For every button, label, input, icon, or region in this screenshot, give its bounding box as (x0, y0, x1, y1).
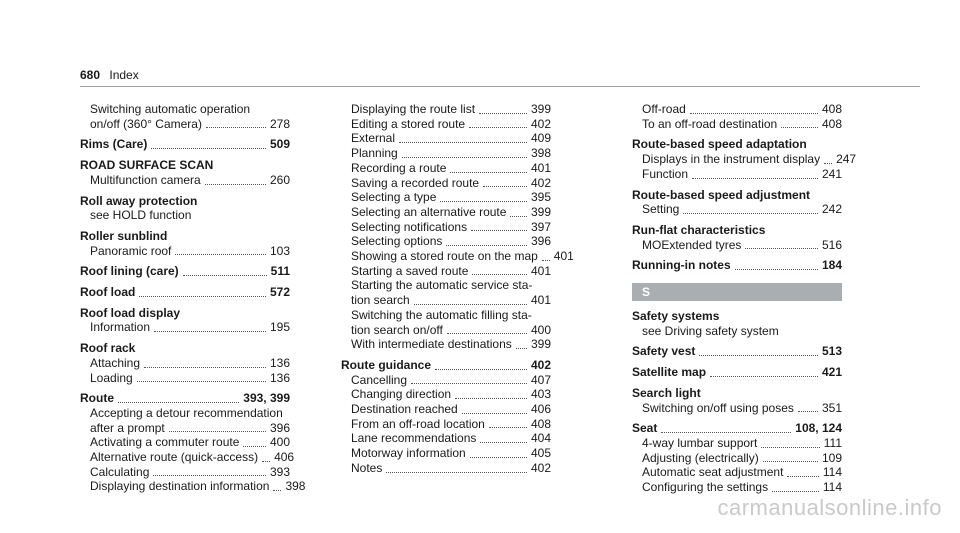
entry-text: Setting (642, 202, 680, 217)
index-entry (80, 173, 290, 188)
entry-text: Adjusting (electrically) (642, 450, 759, 465)
page-reference[interactable]: 513 (821, 344, 842, 359)
page-reference[interactable]: 509 (269, 137, 290, 152)
entry-text: Showing a stored route on the map (351, 249, 538, 264)
dot-leader (447, 333, 527, 334)
header-divider (80, 86, 920, 87)
dot-leader (516, 348, 527, 349)
dot-leader (435, 369, 527, 370)
page-reference[interactable]: 397 (530, 219, 551, 234)
index-entry-heading (80, 229, 290, 244)
index-column-3-bottom (632, 309, 842, 495)
page-reference[interactable]: 421 (821, 365, 842, 380)
page-reference[interactable]: 407 (530, 372, 551, 387)
dot-leader (683, 213, 818, 214)
index-entry-heading (341, 358, 551, 373)
index-entry (80, 117, 290, 132)
entry-text: Loading (90, 370, 133, 385)
index-entry-heading (632, 309, 842, 324)
page-reference[interactable]: 396 (269, 420, 290, 435)
index-entry (341, 220, 551, 235)
entry-text: External (351, 131, 396, 146)
entry-text: Cancelling (351, 372, 408, 387)
page-reference[interactable]: 109 (821, 450, 842, 465)
entry-text: Run-flat characteristics (632, 222, 766, 237)
index-entry (632, 324, 842, 339)
entry-text: Safety vest (632, 344, 696, 359)
index-entry-heading (80, 158, 290, 173)
dot-leader (175, 254, 266, 255)
dot-leader (542, 260, 550, 261)
dot-leader (183, 275, 267, 276)
dot-leader (137, 381, 266, 382)
page-reference[interactable]: 399 (530, 102, 551, 116)
index-entry-heading (632, 258, 842, 273)
dot-leader (469, 127, 527, 128)
entry-text: after a prompt (90, 420, 165, 435)
page-reference[interactable]: 516 (821, 237, 842, 252)
page-reference[interactable]: 402 (530, 357, 551, 372)
index-entry (80, 406, 290, 421)
index-entry (632, 436, 842, 451)
entry-text: MOExtended tyres (642, 237, 742, 252)
dot-leader (206, 127, 266, 128)
dot-leader (483, 186, 527, 187)
entry-text: Alternative route (quick-access) (90, 450, 259, 465)
page-reference[interactable]: 395 (530, 190, 551, 205)
index-entry (632, 451, 842, 466)
entry-text: Route (80, 391, 114, 406)
dot-leader (661, 432, 791, 433)
dot-leader (399, 142, 527, 143)
page-reference[interactable]: 398 (285, 479, 306, 494)
entry-text: Roof load (80, 285, 136, 300)
page-reference[interactable]: 408 (530, 416, 551, 431)
index-entry (341, 205, 551, 220)
index-entry (341, 308, 551, 323)
page-reference[interactable]: 402 (530, 175, 551, 190)
page-reference[interactable]: 111 (823, 435, 842, 450)
index-entry-heading (80, 391, 290, 406)
page-reference[interactable]: 408 (821, 102, 842, 116)
page-reference[interactable]: 406 (530, 402, 551, 417)
page-reference[interactable]: 401 (553, 249, 574, 264)
dot-leader (151, 148, 266, 149)
index-entry (341, 117, 551, 132)
index-entry-heading (80, 341, 290, 356)
index-entry-heading (80, 264, 290, 279)
entry-text: Notes (351, 460, 383, 475)
dot-leader (690, 113, 818, 114)
index-entry (80, 356, 290, 371)
dot-leader (471, 230, 527, 231)
index-entry (80, 465, 290, 480)
dot-leader (735, 269, 818, 270)
index-entry-heading (632, 137, 842, 152)
entry-text: Running-in notes (632, 258, 731, 273)
entry-text: Editing a stored route (351, 116, 466, 131)
page-reference[interactable]: 572 (269, 285, 290, 300)
dot-leader (154, 331, 266, 332)
index-entry (341, 446, 551, 461)
entry-text: Roof load display (80, 305, 181, 320)
dot-leader (489, 427, 527, 428)
dot-leader (745, 248, 818, 249)
index-entry (80, 421, 290, 436)
dot-leader (205, 184, 266, 185)
entry-text: Starting the automatic service sta- (351, 278, 533, 293)
index-entry-heading (632, 421, 842, 436)
index-entry (341, 190, 551, 205)
entry-text: Switching the automatic filling sta- (351, 307, 532, 322)
page-reference[interactable]: 351 (821, 400, 842, 415)
dot-leader (273, 490, 281, 491)
entry-text: Route guidance (341, 357, 432, 372)
entry-text: Selecting options (351, 234, 443, 249)
entry-text: Satellite map (632, 365, 707, 380)
entry-text: From an off-road location (351, 416, 485, 431)
index-entry (341, 146, 551, 161)
entry-text: Saving a recorded route (351, 175, 480, 190)
page-reference[interactable]: 402 (530, 116, 551, 131)
page-reference[interactable]: 404 (530, 431, 551, 446)
dot-leader (440, 201, 527, 202)
entry-text: see Driving safety system (642, 323, 779, 338)
page-reference[interactable]: 511 (270, 264, 290, 279)
entry-text: Displaying destination information (90, 479, 270, 494)
dot-leader (824, 163, 832, 164)
index-entry (632, 238, 842, 253)
page-reference[interactable]: 401 (530, 263, 551, 278)
index-entry (341, 417, 551, 432)
index-entry-heading (80, 137, 290, 152)
index-column-3 (632, 102, 857, 495)
dot-leader (139, 296, 266, 297)
index-column-3-top (632, 102, 857, 273)
entry-text: Off-road (642, 102, 686, 116)
watermark: carmanualsonline.info (717, 495, 942, 520)
page-reference[interactable]: 195 (269, 320, 290, 335)
page-reference[interactable]: 405 (530, 446, 551, 461)
dot-leader (510, 216, 527, 217)
dot-leader (763, 461, 818, 462)
index-entry-heading (632, 223, 842, 238)
page-reference[interactable]: 278 (269, 116, 290, 131)
page-reference[interactable]: 241 (821, 166, 842, 181)
page-reference[interactable]: 247 (836, 152, 857, 167)
page-reference[interactable]: 260 (269, 172, 290, 187)
entry-text: Switching automatic operation (90, 102, 251, 116)
page-reference[interactable]: 136 (269, 355, 290, 370)
dot-leader (243, 446, 266, 447)
entry-text: Displays in the instrument display (642, 152, 821, 167)
page-reference[interactable]: 399 (530, 204, 551, 219)
page-reference[interactable]: 103 (269, 243, 290, 258)
entry-text: Displaying the route list (351, 102, 476, 116)
page-reference[interactable]: 393, 399 (243, 391, 290, 406)
page-reference[interactable]: 403 (530, 387, 551, 402)
index-entry (341, 234, 551, 249)
dot-leader (772, 491, 819, 492)
index-entry (341, 176, 551, 191)
index-entry (632, 117, 842, 132)
index-entry (80, 479, 306, 494)
dot-leader (411, 383, 527, 384)
index-entry (80, 244, 290, 259)
index-entry (341, 161, 551, 176)
dot-leader (450, 172, 527, 173)
index-entry (341, 278, 551, 293)
entry-text: Lane recommendations (351, 431, 477, 446)
page-reference[interactable]: 406 (274, 450, 295, 465)
index-entry (80, 371, 290, 386)
entry-text: ROAD SURFACE SCAN (80, 158, 214, 173)
index-entry (341, 249, 574, 264)
dot-leader (798, 411, 818, 412)
page-reference[interactable]: 393 (269, 464, 290, 479)
page-reference[interactable]: 409 (530, 131, 551, 146)
entry-text: Function (642, 166, 689, 181)
entry-text: Roof rack (80, 341, 136, 356)
index-entry (341, 293, 551, 308)
entry-text: Attaching (90, 355, 141, 370)
dot-leader (462, 413, 527, 414)
entry-text: Activating a commuter route (90, 435, 240, 450)
entry-text: Planning (351, 146, 398, 161)
index-entry-heading (80, 285, 290, 300)
entry-text: Search light (632, 385, 701, 400)
index-entry (80, 320, 290, 335)
index-entry (632, 480, 842, 495)
entry-text: Switching on/off using poses (642, 400, 794, 415)
dot-leader (480, 442, 527, 443)
page-reference[interactable]: 242 (821, 202, 842, 217)
page-reference[interactable]: 399 (530, 337, 551, 352)
entry-text: With intermediate destinations (351, 337, 512, 352)
dot-leader (414, 304, 527, 305)
index-entry (80, 450, 295, 465)
entry-text: Accepting a detour recommendation (90, 405, 283, 420)
dot-leader (787, 476, 818, 477)
index-entry (632, 202, 842, 217)
dot-leader (402, 157, 527, 158)
dot-leader (118, 402, 239, 403)
page-header (80, 68, 139, 82)
index-entry-heading (632, 188, 842, 203)
page-reference[interactable]: 400 (530, 322, 551, 337)
entry-text: Roller sunblind (80, 228, 168, 243)
dot-leader (472, 274, 527, 275)
entry-text: Roll away protection (80, 193, 198, 208)
page-reference[interactable]: 398 (530, 146, 551, 161)
entry-text: Recording a route (351, 160, 447, 175)
entry-text: Safety systems (632, 309, 720, 324)
index-entry (632, 401, 842, 416)
dot-leader (455, 398, 527, 399)
page-number: 680 (80, 68, 101, 82)
dot-leader (692, 178, 818, 179)
entry-text: Seat (632, 421, 658, 436)
entry-text: Selecting a type (351, 190, 437, 205)
page-reference[interactable]: 402 (530, 460, 551, 475)
entry-text: Selecting notifications (351, 219, 468, 234)
index-entry (341, 102, 551, 117)
index-entry (341, 264, 551, 279)
index-entry (341, 131, 551, 146)
index-column-1 (80, 102, 306, 494)
entry-text: Destination reached (351, 402, 458, 417)
index-entry-heading (632, 365, 842, 380)
dot-leader (153, 475, 266, 476)
index-entry (341, 431, 551, 446)
index-entry (80, 435, 290, 450)
index-entry (80, 208, 290, 223)
section-letter-bar: S (632, 283, 842, 301)
index-entry (341, 337, 551, 352)
dot-leader (262, 461, 270, 462)
entry-text: Calculating (90, 464, 150, 479)
entry-text: Selecting an alternative route (351, 204, 507, 219)
index-entry-heading (632, 344, 842, 359)
entry-text: Automatic seat adjustment (642, 465, 784, 480)
entry-text: Starting a saved route (351, 263, 469, 278)
dot-leader (710, 376, 818, 377)
entry-text: Rims (Care) (80, 137, 148, 152)
dot-leader (470, 457, 527, 458)
entry-text: Motorway information (351, 446, 466, 461)
index-entry (341, 387, 551, 402)
index-entry (632, 167, 842, 182)
dot-leader (479, 113, 527, 114)
entry-text: Changing direction (351, 387, 452, 402)
page-reference[interactable]: 114 (822, 480, 842, 495)
index-entry (341, 461, 551, 476)
dot-leader (699, 355, 818, 356)
entry-text: Configuring the settings (642, 480, 769, 495)
dot-leader (386, 472, 527, 473)
entry-text: Information (90, 320, 151, 335)
entry-text: Panoramic roof (90, 243, 172, 258)
index-entry (632, 465, 842, 480)
entry-text: tion search (351, 293, 410, 308)
entry-text: To an off-road destination (642, 116, 778, 131)
page-reference[interactable]: 136 (269, 370, 290, 385)
dot-leader (761, 447, 819, 448)
entry-text: tion search on/off (351, 322, 443, 337)
dot-leader (781, 127, 818, 128)
index-entry-heading (80, 194, 290, 209)
page-reference[interactable]: 396 (530, 234, 551, 249)
index-entry (341, 373, 551, 388)
index-entry (80, 102, 290, 117)
index-entry (341, 402, 551, 417)
dot-leader (169, 431, 266, 432)
page-reference[interactable]: 408 (821, 116, 842, 131)
index-entry-heading (632, 386, 842, 401)
entry-text: on/off (360° Camera) (90, 116, 202, 131)
dot-leader (144, 367, 266, 368)
page-reference[interactable]: 400 (269, 435, 290, 450)
entry-text: Route-based speed adaptation (632, 137, 807, 152)
entry-text: 4-way lumbar support (642, 435, 758, 450)
page-reference[interactable]: 401 (530, 160, 551, 175)
index-entry (632, 152, 857, 167)
dot-leader (446, 245, 527, 246)
index-entry-heading (80, 306, 290, 321)
entry-text: Roof lining (care) (80, 264, 179, 279)
entry-text: Multifunction camera (90, 172, 201, 187)
entry-text: Route-based speed adjustment (632, 187, 811, 202)
index-entry (632, 102, 842, 117)
page-reference[interactable]: 401 (530, 293, 551, 308)
page-reference[interactable]: 114 (822, 465, 842, 480)
page-reference[interactable]: 184 (821, 258, 842, 273)
index-column-2 (341, 102, 574, 476)
index-entry (341, 323, 551, 338)
page-title: Index (109, 68, 139, 82)
page-reference[interactable]: 108, 124 (795, 421, 842, 436)
entry-text: see HOLD function (90, 208, 192, 223)
